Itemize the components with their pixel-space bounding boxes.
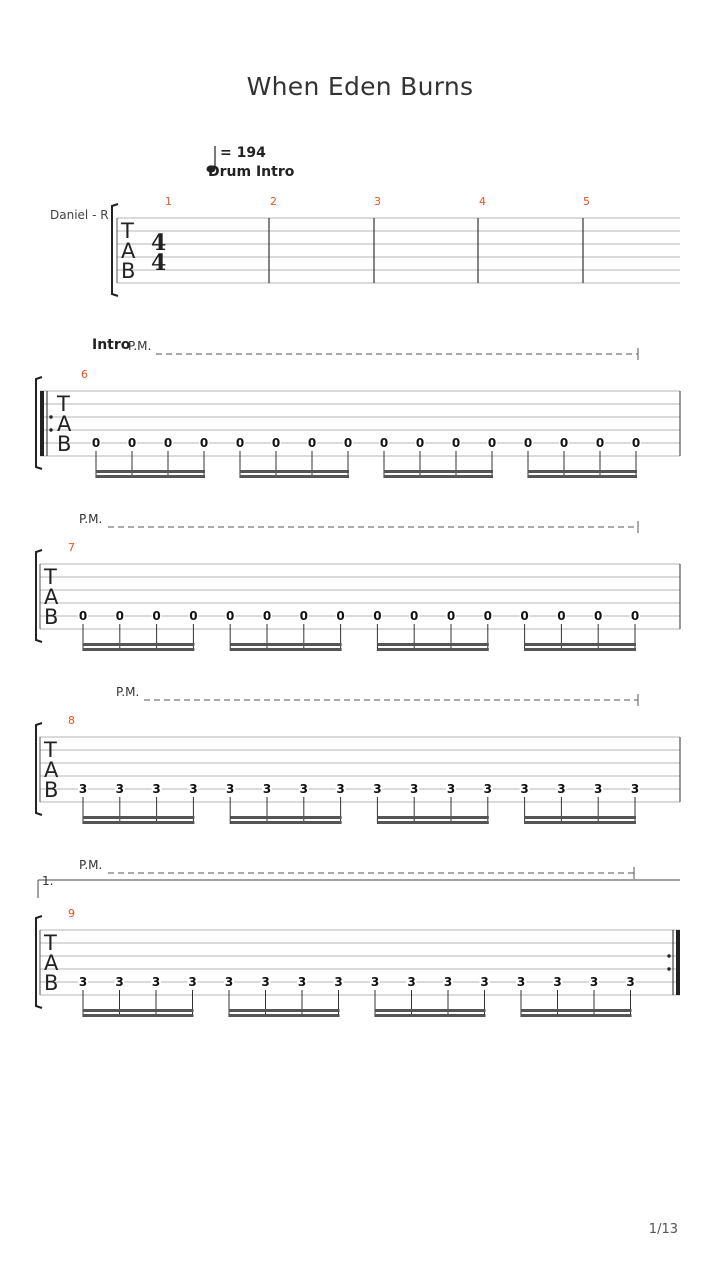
bar-number: 3 — [374, 195, 381, 208]
tab-clef-t: T — [44, 738, 57, 762]
palm-mute-label: P.M. — [79, 512, 103, 526]
fret-number: 0 — [235, 436, 245, 450]
fret-number: 0 — [559, 436, 569, 450]
fret-number: 3 — [480, 975, 489, 989]
tempo-equals: = — [220, 145, 232, 161]
fret-number: 3 — [520, 782, 529, 796]
song-title: When Eden Burns — [246, 72, 474, 101]
fret-number: 0 — [451, 436, 461, 450]
tab-clef-b: B — [121, 259, 136, 283]
fret-number: 0 — [336, 609, 345, 623]
bar-number: 4 — [479, 195, 486, 208]
fret-number: 3 — [334, 975, 343, 989]
fret-number: 3 — [262, 782, 272, 796]
note-beam — [229, 1009, 340, 1012]
fret-number: 0 — [127, 436, 137, 450]
fret-number: 0 — [226, 609, 235, 623]
fret-number: 3 — [630, 782, 640, 796]
fret-number: 3 — [78, 975, 88, 989]
note-beam — [229, 1014, 340, 1017]
bar-number: 6 — [81, 368, 88, 381]
fret-number: 3 — [188, 975, 197, 989]
fret-number: 0 — [415, 436, 425, 450]
fret-number: 3 — [446, 782, 456, 796]
tab-clef-t: T — [57, 392, 70, 416]
fret-number: 3 — [553, 975, 562, 989]
fret-number: 3 — [410, 782, 419, 796]
fret-number: 3 — [407, 975, 416, 989]
bar-number: 7 — [68, 541, 75, 554]
section-intro: Intro — [92, 337, 131, 353]
fret-number: 0 — [631, 436, 641, 450]
fret-number: 0 — [163, 436, 173, 450]
fret-number: 0 — [594, 609, 603, 623]
tab-clef-a: A — [121, 239, 136, 263]
repeat-dot — [667, 954, 670, 957]
fret-number: 3 — [516, 975, 526, 989]
fret-number: 3 — [151, 975, 161, 989]
fret-number: 3 — [373, 782, 382, 796]
fret-number: 0 — [271, 436, 281, 450]
fret-number: 0 — [199, 436, 209, 450]
note-beam — [375, 1014, 486, 1017]
tab-clef-b: B — [57, 432, 72, 456]
note-beam — [521, 1009, 632, 1012]
palm-mute-label: P.M. — [128, 339, 152, 353]
fret-number: 3 — [224, 975, 234, 989]
volta-ending-number: 1. — [42, 874, 54, 888]
fret-number: 0 — [523, 436, 533, 450]
fret-number: 3 — [78, 782, 88, 796]
fret-number: 0 — [115, 609, 124, 623]
time-signature-numerator: 4 — [151, 230, 167, 256]
fret-number: 3 — [370, 975, 380, 989]
note-beam — [521, 1014, 632, 1017]
bar-number: 5 — [583, 195, 590, 208]
fret-number: 3 — [226, 782, 235, 796]
fret-number: 3 — [297, 975, 307, 989]
note-beam — [83, 1009, 194, 1012]
tab-clef-t: T — [44, 931, 57, 955]
track-name: Daniel - R — [50, 208, 109, 222]
fret-number: 0 — [520, 609, 529, 623]
page-number: 1/13 — [648, 1222, 678, 1237]
tempo-bpm: 194 — [236, 145, 266, 161]
fret-number: 3 — [589, 975, 599, 989]
time-signature-denominator: 4 — [151, 250, 167, 276]
fret-number: 0 — [595, 436, 605, 450]
fret-number: 3 — [557, 782, 566, 796]
fret-number: 0 — [307, 436, 317, 450]
fret-number: 0 — [373, 609, 382, 623]
fret-number: 0 — [189, 609, 198, 623]
fret-number: 0 — [343, 436, 353, 450]
fret-number: 3 — [189, 782, 198, 796]
bar-number: 8 — [68, 714, 75, 727]
palm-mute-label: P.M. — [79, 858, 103, 872]
fret-number: 3 — [336, 782, 345, 796]
fret-number: 3 — [299, 782, 308, 796]
bar-number: 9 — [68, 907, 75, 920]
fret-number: 0 — [483, 609, 492, 623]
tab-clef-b: B — [44, 971, 59, 995]
fret-number: 0 — [299, 609, 308, 623]
tab-clef-a: A — [57, 412, 72, 436]
fret-number: 0 — [91, 436, 101, 450]
fret-number: 3 — [115, 782, 124, 796]
note-beam — [83, 1014, 194, 1017]
fret-number: 3 — [594, 782, 603, 796]
fret-number: 0 — [487, 436, 497, 450]
note-beam — [375, 1009, 486, 1012]
bar-number: 2 — [270, 195, 277, 208]
tab-clef-t: T — [121, 219, 134, 243]
tab-clef-a: A — [44, 951, 59, 975]
tab-clef-a: A — [44, 585, 59, 609]
tab-clef-b: B — [44, 605, 59, 629]
staff-lines — [40, 930, 680, 995]
fret-number: 0 — [379, 436, 389, 450]
bar-number: 1 — [165, 195, 172, 208]
fret-number: 3 — [483, 782, 492, 796]
tab-clef-t: T — [44, 565, 57, 589]
palm-mute-label: P.M. — [116, 685, 140, 699]
fret-number: 3 — [152, 782, 161, 796]
fret-number: 0 — [630, 609, 640, 623]
fret-number: 3 — [626, 975, 635, 989]
repeat-dot — [667, 967, 670, 970]
fret-number: 3 — [115, 975, 124, 989]
tab-clef-b: B — [44, 778, 59, 802]
fret-number: 3 — [443, 975, 453, 989]
fret-number: 0 — [410, 609, 419, 623]
fret-number: 0 — [78, 609, 88, 623]
fret-number: 0 — [557, 609, 566, 623]
fret-number: 0 — [152, 609, 161, 623]
tab-clef-a: A — [44, 758, 59, 782]
fret-number: 0 — [446, 609, 456, 623]
fret-number: 3 — [261, 975, 270, 989]
fret-number: 0 — [262, 609, 272, 623]
section-drum-intro: Drum Intro — [208, 164, 295, 180]
